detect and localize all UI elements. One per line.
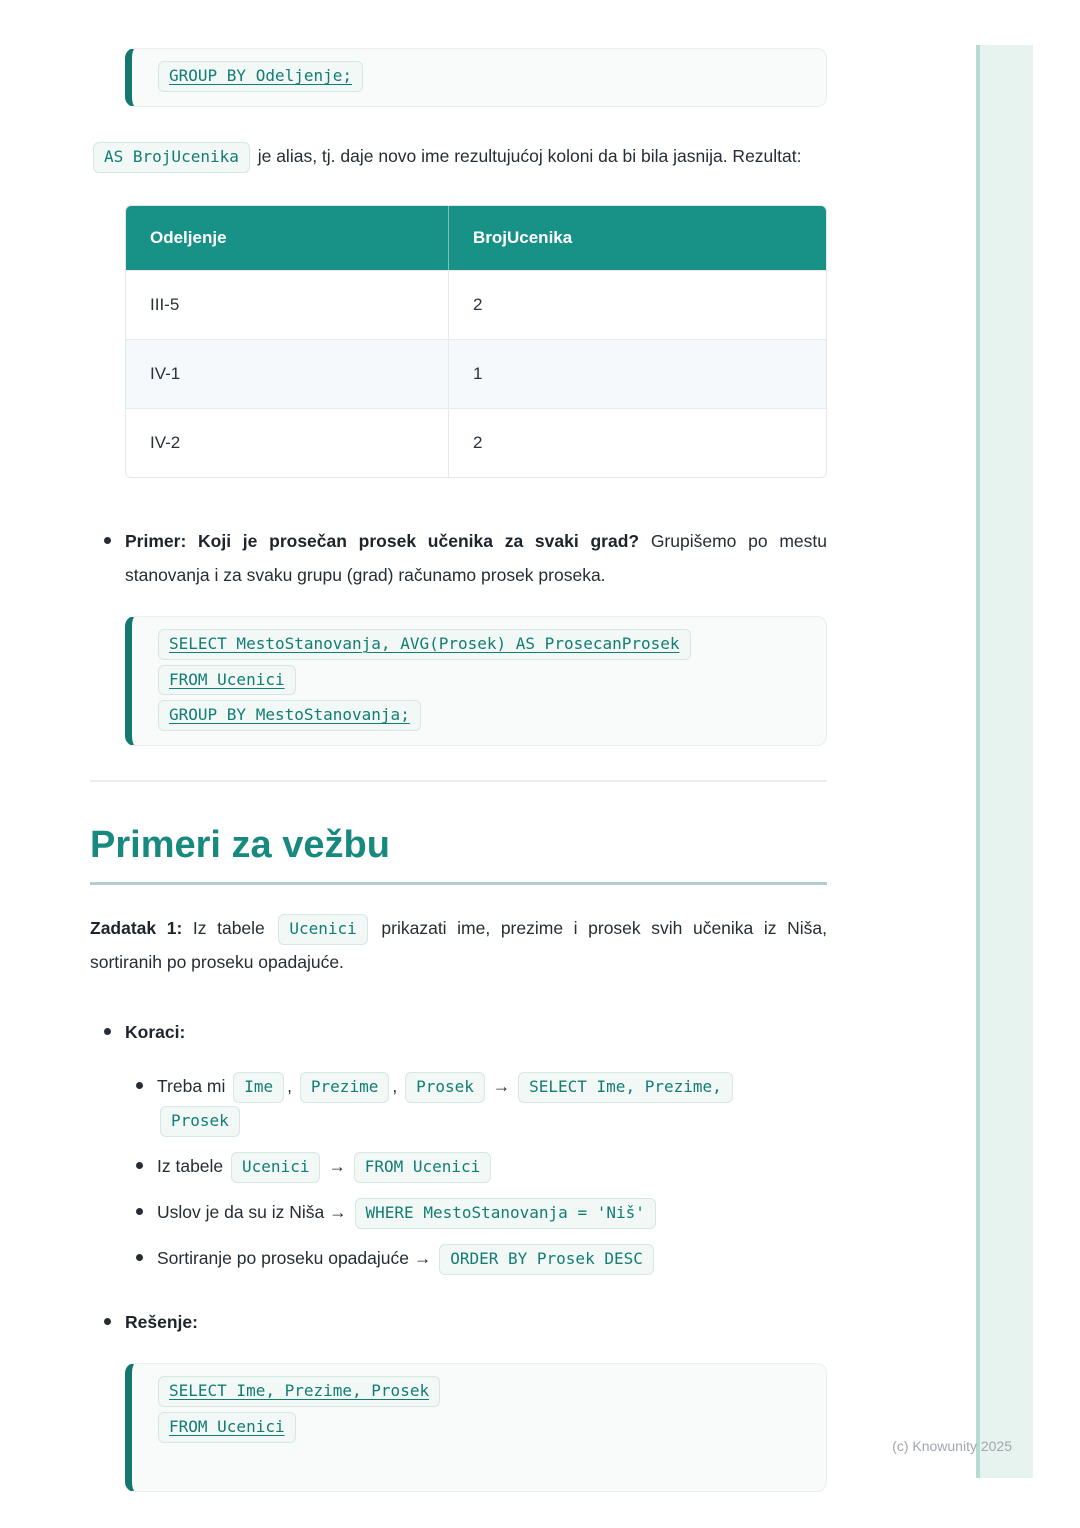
result-table: [125, 205, 827, 478]
inline-code: SELECT Ime, Prezime,: [518, 1072, 733, 1103]
cell-odeljenje: IV-2: [126, 408, 448, 477]
bold-text: Koraci:: [125, 1022, 186, 1043]
cell-odeljenje: IV-1: [126, 339, 448, 408]
bullet-koraci-label: [90, 1015, 827, 1049]
bullet-primer: Primer: Koji je prosečan prosek učenika za svaki grad? Grupišemo po mestu stanovanja i za svaku grupu (grad) računamo prosek proseka.: [90, 524, 827, 592]
cell-brojucenika: 2: [448, 270, 826, 339]
inline-code: FROM Ucenici: [354, 1152, 492, 1183]
sql-code: SELECT Ime, Prezime, Prosek: [158, 1376, 440, 1407]
inline-code: Ucenici: [231, 1152, 320, 1183]
copyright-note: (c) Knowunity 2025: [892, 1438, 1012, 1454]
inline-code: WHERE MestoStanovanja = 'Niš': [355, 1198, 656, 1229]
code-line: [158, 700, 800, 731]
inline-code: Prezime: [300, 1072, 389, 1103]
bullet-resenje-label: [90, 1305, 827, 1339]
side-rail: [976, 45, 1033, 1478]
section-divider: [90, 780, 827, 782]
inline-code: AS BrojUcenika: [93, 142, 250, 173]
bullet-korak-1: Treba mi Ime , Prezime , Prosek → SELECT Ime, Prezime, Prosek: [90, 1069, 827, 1137]
inline-code: Prosek: [405, 1072, 485, 1103]
inline-code: Ucenici: [278, 914, 367, 945]
inline-code: Ime: [233, 1072, 284, 1103]
table-header-odeljenje: Odeljenje: [126, 206, 448, 270]
code-line: [158, 1376, 800, 1407]
alias-paragraph: AS BrojUcenika je alias, tj. daje novo ime rezultujućoj koloni da bi bila jasnija. Rezultat:: [90, 139, 827, 173]
bullet-korak-3: Uslov je da su iz Niša → WHERE MestoStanovanja = 'Niš': [90, 1195, 827, 1229]
table-row: [126, 408, 826, 477]
code-block-group-by: [125, 48, 827, 107]
table-row: [126, 270, 826, 339]
bold-text: Rešenje:: [125, 1312, 198, 1333]
code-line: [158, 665, 800, 696]
zadatak-paragraph: Zadatak 1: Iz tabele Ucenici prikazati ime, prezime i prosek svih učenika iz Niša, sortiranih po proseku opadajuće.: [90, 911, 827, 979]
sql-code: GROUP BY Odeljenje;: [158, 61, 363, 92]
code-block-solution: [125, 1363, 827, 1492]
bullet-korak-2: Iz tabele Ucenici → FROM Ucenici: [90, 1149, 827, 1183]
cell-brojucenika: 1: [448, 339, 826, 408]
code-block-avg: [125, 616, 827, 746]
table-header-brojucenika: BrojUcenika: [448, 206, 826, 270]
bold-text: Zadatak 1:: [90, 918, 183, 939]
table-header-row: [126, 206, 826, 270]
sql-code: FROM Ucenici: [158, 1412, 296, 1443]
section-title: Primeri za vežbu: [90, 822, 827, 885]
sql-code: SELECT MestoStanovanja, AVG(Prosek) AS ProsecanProsek: [158, 629, 691, 660]
bold-text: Primer: Koji je prosečan prosek učenika za svaki grad?: [125, 530, 640, 551]
bullet-korak-4: Sortiranje po proseku opadajuće → ORDER BY Prosek DESC: [90, 1241, 827, 1275]
table-row: [126, 339, 826, 408]
code-line: [158, 1412, 800, 1443]
code-line: [158, 629, 800, 660]
cell-brojucenika: 2: [448, 408, 826, 477]
inline-code: ORDER BY Prosek DESC: [439, 1244, 654, 1275]
content-column: [90, 0, 827, 1492]
code-line: [158, 61, 800, 92]
sql-code: GROUP BY MestoStanovanja;: [158, 700, 421, 731]
inline-code: Prosek: [160, 1106, 240, 1137]
cell-odeljenje: III-5: [126, 270, 448, 339]
sql-code: FROM Ucenici: [158, 665, 296, 696]
